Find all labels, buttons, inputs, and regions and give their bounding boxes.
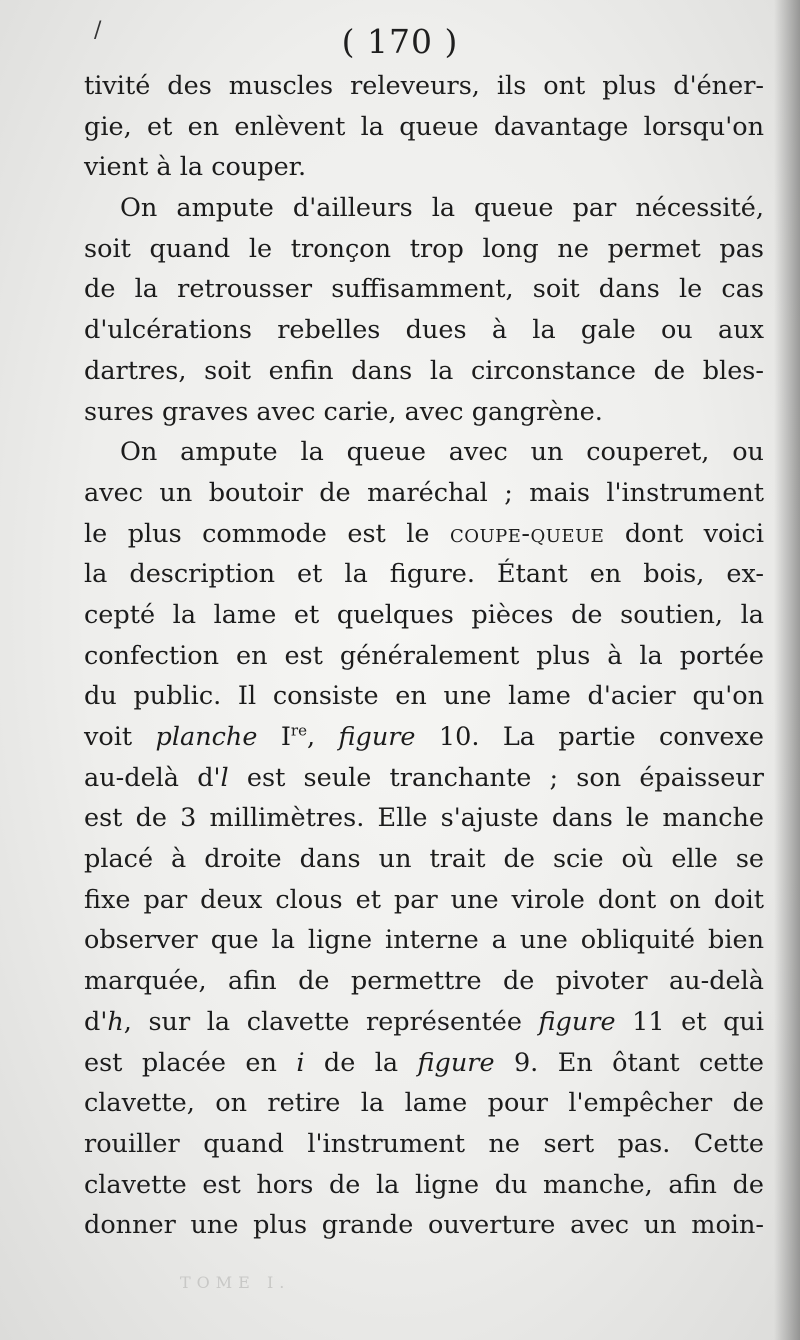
italic-word: figure — [417, 1047, 495, 1078]
corner-mark: / — [94, 18, 102, 43]
text-line: rouiller quand l'instrument ne sert pas. Cette — [84, 1128, 764, 1159]
line-segment: 9. En ôtant cette — [494, 1047, 764, 1078]
text-line: avec un boutoir de maréchal ; mais l'instrument — [84, 477, 764, 508]
italic-letter: i — [296, 1047, 305, 1078]
text-line — [84, 758, 764, 799]
line-segment: au-delà d' — [84, 762, 221, 793]
small-caps-term: coupe-queue — [449, 518, 605, 549]
text-line: cepté la lame et quelques pièces de soutien, la — [84, 599, 764, 630]
line-segment: , — [306, 722, 339, 752]
line-segment: voit — [84, 722, 156, 752]
text-line: marquée, afin de permettre de pivoter au-delà — [84, 966, 764, 997]
text-line: vient à la couper. — [84, 152, 307, 183]
text-line: On ampute la queue avec un couperet, ou — [120, 437, 764, 468]
italic-word: figure — [338, 722, 416, 752]
text-line: gie, et en enlèvent la queue davantage lorsqu'on — [84, 111, 764, 142]
text-line — [84, 717, 764, 758]
line-segment: 11 et qui — [615, 1006, 765, 1037]
text-line: tivité des muscles releveurs, ils ont plus d'éner- — [84, 71, 764, 101]
text-line: fixe par deux clous et par une virole dont on doit — [84, 884, 764, 915]
text-line: soit quand le tronçon trop long ne permet pas — [84, 233, 764, 264]
body-text — [84, 66, 764, 1246]
text-line: clavette est hors de la ligne du manche, afin de — [84, 1169, 764, 1200]
line-segment: est seule tranchante ; son épaisseur — [228, 762, 764, 793]
italic-word: planche — [155, 722, 258, 752]
text-line: de la retrousser suffisamment, soit dans le cas — [84, 274, 764, 305]
page-edge-shadow — [774, 0, 800, 1340]
line-segment: dont voici — [604, 518, 764, 549]
text-line: On ampute d'ailleurs la queue par nécessité, — [120, 193, 764, 224]
text-line: placé à droite dans un trait de scie où elle se — [84, 844, 764, 875]
line-segment: d' — [84, 1006, 108, 1037]
superscript: re — [290, 721, 307, 740]
page-number: ( 170 ) — [341, 22, 459, 61]
italic-word: figure — [538, 1006, 616, 1037]
text-line: sures graves avec carie, avec gangrène. — [84, 396, 603, 427]
text-line — [84, 1043, 764, 1084]
text-line: observer que la ligne interne a une obliquité bien — [84, 925, 764, 956]
text-line: la description et la figure. Étant en bois, ex- — [84, 559, 764, 590]
line-segment: le plus commode est le — [84, 518, 450, 549]
text-line — [84, 514, 764, 555]
line-segment: 10. La partie convexe — [415, 722, 764, 752]
text-line: d'ulcérations rebelles dues à la gale ou aux — [84, 315, 764, 346]
line-segment: , sur la clavette représentée — [123, 1006, 539, 1037]
signature-mark: TOME I. — [180, 1273, 291, 1292]
text-line: donner une plus grande ouverture avec un moin- — [84, 1210, 764, 1241]
text-line: du public. Il consiste en une lame d'acier qu'on — [84, 681, 764, 712]
text-line — [84, 1002, 764, 1043]
text-line: clavette, on retire la lame pour l'empêcher de — [84, 1088, 764, 1119]
line-segment: est placée en — [84, 1047, 297, 1078]
italic-letter: l — [220, 762, 229, 793]
text-line: dartres, soit enfin dans la circonstance de bles- — [84, 355, 764, 386]
text-line: est de 3 millimètres. Elle s'ajuste dans le manche — [84, 803, 764, 834]
line-segment: I — [257, 722, 291, 752]
text-line: confection en est généralement plus à la portée — [84, 640, 764, 671]
italic-letter: h — [107, 1006, 124, 1037]
line-segment: de la — [304, 1047, 418, 1078]
